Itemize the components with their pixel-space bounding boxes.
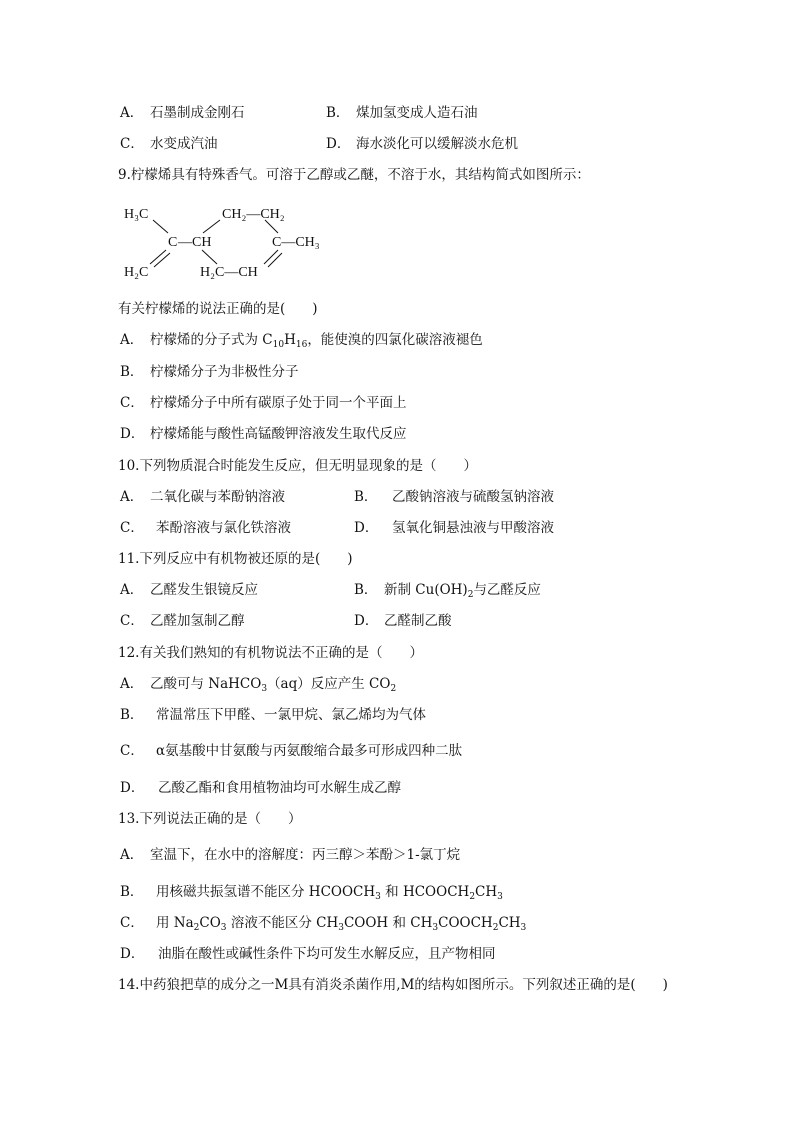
q10-option-d: D． 氢氧化铜悬浊液与甲酸溶液: [354, 520, 554, 536]
bond-ch-ch2: [203, 220, 220, 233]
bond-c-ch-1: [264, 250, 278, 264]
bond-c-ch-2: [268, 253, 282, 267]
q14-stem: 14.中药狼把草的成分之一M具有消炎杀菌作用,M的结构如图所示。下列叙述正确的是( ): [118, 977, 668, 993]
limonene-structure-diagram: [120, 198, 350, 288]
q13-option-c: C． 用 $Na_2CO_3$ 溶液不能区分 $CH_3COOH$ 和 $CH_3COOCH_2CH_3$: [120, 915, 527, 933]
q11-option-c: C． 乙醛加氢制乙醇: [120, 613, 245, 629]
q12-option-a: A． 乙酸可与 NaHCO$_3$（aq）反应产生 $CO_2$: [120, 676, 397, 694]
q9-option-c: C． 柠檬烯分子中所有碳原子处于同一个平面上: [120, 395, 407, 411]
q9-option-d: D． 柠檬烯能与酸性高锰酸钾溶液发生取代反应: [120, 426, 407, 442]
q12-stem: 12.有关我们熟知的有机物说法不正确的是（ ）: [118, 645, 423, 661]
q13-stem: 13.下列说法正确的是（ ）: [118, 811, 302, 827]
struct-ch2-ch2: CH₂—CH₂: [222, 207, 285, 222]
bond-c-h2c-2: [154, 253, 170, 267]
bond-c-h2c-1: [150, 250, 166, 264]
q13-option-d: D． 油脂在酸性或碱性条件下均可发生水解反应，且产物相同: [120, 946, 496, 962]
q9-option-b: B． 柠檬烯分子为非极性分子: [120, 364, 299, 380]
q8-option-a: A． 石墨制成金刚石: [120, 105, 245, 121]
bond-h3c-c: [153, 220, 168, 233]
struct-c-ch3: C—CH₃: [272, 235, 320, 250]
q9-stem: 9.柠檬烯具有特殊香气。可溶于乙醇或乙醚，不溶于水，其结构简式如图所示：: [118, 167, 590, 183]
q11-stem: 11.下列反应中有机物被还原的是( ): [118, 551, 353, 567]
q11-option-a: A． 乙醛发生银镜反应: [120, 582, 258, 598]
bond-ch-h2c: [202, 250, 217, 264]
q12-option-d: D． 乙酸乙酯和食用植物油均可水解生成乙醇: [120, 780, 401, 796]
q11-option-d: D． 乙醛制乙酸: [354, 613, 452, 629]
q10-stem: 10.下列物质混合时能发生反应，但无明显现象的是（ ）: [118, 458, 477, 474]
q8-option-c: C． 水变成汽油: [120, 136, 218, 152]
struct-h3c: H₃C: [124, 207, 149, 222]
struct-h2c-ch: H₂C—CH: [200, 265, 258, 280]
q12-option-c: C． α氨基酸中甘氨酸与丙氨酸缩合最多可形成四种二肽: [120, 743, 463, 759]
q10-option-b: B． 乙酸钠溶液与硫酸氢钠溶液: [354, 489, 554, 505]
struct-ch: —CH: [178, 235, 212, 250]
struct-c-left: C: [168, 235, 178, 250]
q10-option-c: C． 苯酚溶液与氯化铁溶液: [120, 520, 291, 536]
q8-option-b: B． 煤加氢变成人造石油: [326, 105, 478, 121]
q9-option-a: A． 柠檬烯的分子式为 $C_{10}H_{16}$，能使溴的四氯化碳溶液褪色: [120, 332, 483, 350]
q13-option-a: A． 室温下，在水中的溶解度：丙三醇＞苯酚＞1-氯丁烷: [120, 847, 461, 863]
q10-option-a: A． 二氧化碳与苯酚钠溶液: [120, 489, 285, 505]
q8-option-d: D． 海水淡化可以缓解淡水危机: [326, 136, 518, 152]
q9-question: 有关柠檬烯的说法正确的是( ): [118, 301, 318, 317]
struct-h2c: H₂C: [124, 265, 149, 280]
q11-option-b: B． 新制 $Cu(OH)_2$与乙醛反应: [354, 582, 541, 600]
q12-option-b: B． 常温常压下甲醛、一氯甲烷、氯乙烯均为气体: [120, 707, 426, 723]
q13-option-b: B． 用核磁共振氢谱不能区分 $HCOOCH_3$ 和 $HCOOCH_2CH_3$: [120, 884, 503, 902]
